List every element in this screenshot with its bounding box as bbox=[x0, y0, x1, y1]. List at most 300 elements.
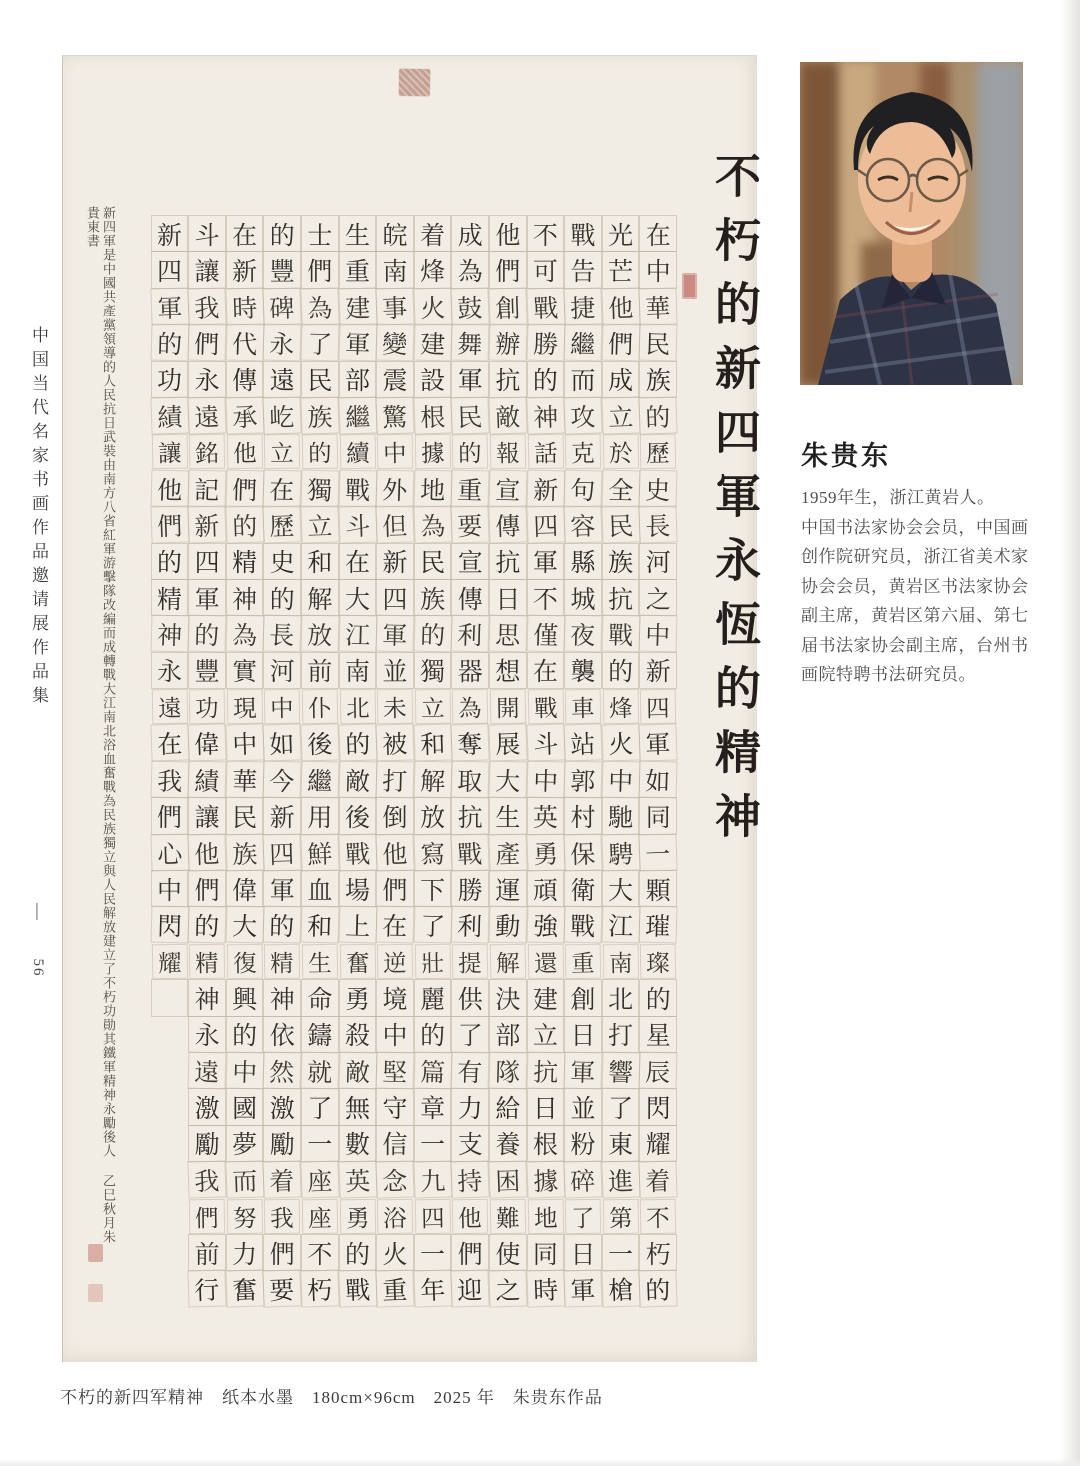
grid-cell: 火 bbox=[376, 1234, 414, 1271]
grid-cell: 事 bbox=[376, 287, 415, 326]
grid-cell: 勵 bbox=[263, 1125, 301, 1162]
grid-cell: 軍 bbox=[564, 1051, 603, 1089]
grid-cell: 夜 bbox=[564, 615, 603, 653]
grid-cell: 舞 bbox=[451, 324, 490, 362]
grid-cell: 歷 bbox=[640, 434, 676, 470]
grid-cell: 句 bbox=[564, 469, 603, 507]
grid-cell: 告 bbox=[564, 251, 602, 288]
grid-cell: 勇 bbox=[526, 833, 565, 872]
grid-cell: 奮 bbox=[339, 944, 375, 980]
grid-cell: 支 bbox=[451, 1125, 489, 1162]
grid-cell: 一 bbox=[414, 1125, 452, 1162]
grid-cell: 勵 bbox=[188, 1125, 226, 1162]
grid-cell: 們 bbox=[189, 1198, 225, 1234]
grid-cell: 江 bbox=[601, 906, 640, 944]
book-spine bbox=[26, 326, 51, 1106]
grid-cell: 下 bbox=[414, 870, 452, 907]
grid-cell: 繼 bbox=[564, 324, 603, 362]
grid-cell: 今 bbox=[263, 760, 302, 798]
grid-cell: 永 bbox=[188, 361, 226, 398]
grid-cell: 命 bbox=[301, 979, 339, 1016]
grid-cell: 璀 bbox=[639, 906, 678, 944]
grid-cell: 的 bbox=[225, 505, 264, 544]
grid-cell: 解 bbox=[301, 579, 339, 616]
grid-cell: 容 bbox=[564, 505, 603, 544]
grid-cell: 立 bbox=[300, 505, 339, 544]
grid-cell: 民 bbox=[451, 396, 490, 435]
grid-cell: 打 bbox=[602, 1016, 640, 1053]
grid-cell: 北 bbox=[602, 979, 640, 1016]
title-seal-stamp bbox=[682, 273, 697, 299]
grid-cell: 繼 bbox=[338, 396, 377, 435]
grid-cell: 抗 bbox=[526, 1051, 565, 1089]
grid-cell: 軍 bbox=[564, 1270, 603, 1309]
grid-cell: 城 bbox=[564, 579, 602, 616]
grid-cell: 讓 bbox=[188, 251, 226, 288]
grid-cell: 代 bbox=[225, 324, 264, 362]
grid-cell: 殺 bbox=[339, 1016, 377, 1053]
grid-cell: 然 bbox=[263, 1051, 302, 1089]
grid-cell: 興 bbox=[226, 979, 264, 1016]
grid-cell: 重 bbox=[565, 944, 601, 980]
grid-column bbox=[490, 216, 528, 1308]
grid-cell: 中 bbox=[151, 870, 189, 907]
grid-cell: 開 bbox=[490, 689, 526, 725]
grid-cell: 新 bbox=[188, 505, 227, 544]
grid-cell: 堅 bbox=[376, 1051, 415, 1089]
grid-cell: 取 bbox=[451, 760, 490, 798]
bio-line: 画院特聘书法研究员。 bbox=[801, 665, 976, 684]
grid-cell: 地 bbox=[527, 1198, 563, 1234]
grid-cell: 有 bbox=[451, 1051, 490, 1089]
grid-cell: 敵 bbox=[488, 396, 527, 435]
grid-cell: 華 bbox=[639, 287, 678, 326]
grid-cell: 為 bbox=[300, 287, 339, 326]
grid-cell: 四 bbox=[640, 689, 676, 725]
grid-cell: 馳 bbox=[602, 797, 640, 834]
grid-cell: 的 bbox=[413, 615, 452, 653]
grid-cell: 中 bbox=[639, 251, 677, 288]
grid-cell: 成 bbox=[602, 361, 640, 398]
grid-cell: 繼 bbox=[301, 760, 340, 798]
grid-cell: 重 bbox=[339, 251, 377, 288]
grid-cell: 辦 bbox=[489, 324, 528, 362]
grid-cell: 史 bbox=[263, 543, 301, 580]
grid-cell: 四 bbox=[415, 1198, 451, 1234]
grid-cell: 提 bbox=[452, 944, 488, 980]
grid-cell: 持 bbox=[451, 1161, 490, 1200]
grid-cell: 我 bbox=[150, 760, 189, 798]
grid-cell: 重 bbox=[376, 1270, 415, 1309]
grid-cell: 放 bbox=[414, 797, 452, 834]
grid-cell: 保 bbox=[564, 833, 603, 872]
page-edge-shadow-right bbox=[1060, 0, 1080, 1466]
grid-cell: 一 bbox=[301, 1125, 339, 1162]
grid-cell: 顆 bbox=[639, 870, 677, 907]
grid-cell: 精 bbox=[264, 944, 300, 980]
grid-cell: 實 bbox=[226, 652, 264, 689]
grid-column bbox=[415, 216, 453, 1308]
grid-cell: 如 bbox=[639, 760, 678, 798]
grid-cell: 可 bbox=[527, 251, 565, 288]
grid-cell: 無 bbox=[339, 1088, 377, 1125]
grid-cell: 軍 bbox=[639, 724, 678, 763]
grid-cell: 神 bbox=[188, 979, 226, 1016]
grid-cell: 東 bbox=[602, 1125, 640, 1162]
grid-cell: 成 bbox=[451, 215, 489, 252]
grid-cell: 中 bbox=[376, 1016, 414, 1053]
grid-cell: 郭 bbox=[564, 760, 603, 798]
grid-cell: 守 bbox=[376, 1088, 414, 1125]
grid-cell: 民 bbox=[601, 505, 640, 544]
grid-cell: 他 bbox=[489, 215, 527, 252]
grid-cell: 麗 bbox=[414, 979, 452, 1016]
grid-cell: 功 bbox=[189, 689, 225, 725]
grid-cell: 生 bbox=[489, 797, 527, 834]
grid-cell: 我 bbox=[188, 1161, 227, 1200]
grid-cell: 力 bbox=[226, 1234, 264, 1271]
calligraphy-grid bbox=[151, 216, 678, 1338]
grid-cell: 精 bbox=[151, 579, 189, 616]
grid-cell: 辰 bbox=[639, 1051, 678, 1089]
grid-cell: 難 bbox=[490, 1198, 526, 1234]
grid-cell: 鑄 bbox=[301, 1016, 339, 1053]
grid-cell: 偉 bbox=[188, 724, 227, 763]
grid-cell: 戰 bbox=[564, 215, 602, 252]
grid-cell: 中 bbox=[601, 760, 640, 798]
grid-cell: 鮮 bbox=[300, 833, 339, 872]
grid-cell: 的 bbox=[452, 434, 488, 470]
grid-cell: 北 bbox=[339, 689, 375, 725]
grid-cell: 用 bbox=[301, 797, 339, 834]
portrait-illustration bbox=[800, 62, 1023, 385]
grid-cell: 他 bbox=[452, 1198, 488, 1234]
grid-cell: 建 bbox=[413, 324, 452, 362]
grid-cell: 的 bbox=[339, 1234, 377, 1271]
grid-cell: 們 bbox=[451, 1234, 489, 1271]
grid-cell: 戰 bbox=[338, 833, 377, 872]
grid-cell: 在 bbox=[339, 543, 377, 580]
grid-cell: 大 bbox=[339, 579, 377, 616]
grid-cell: 新 bbox=[263, 797, 301, 834]
grid-cell: 運 bbox=[489, 870, 527, 907]
grid-cell: 軍 bbox=[527, 543, 565, 580]
grid-cell: 他 bbox=[188, 833, 227, 872]
grid-cell: 於 bbox=[603, 434, 639, 470]
grid-cell: 寫 bbox=[413, 833, 452, 872]
grid-cell: 報 bbox=[490, 434, 526, 470]
grid-column bbox=[227, 216, 265, 1308]
grid-cell: 傳 bbox=[451, 579, 489, 616]
grid-cell: 戰 bbox=[526, 287, 565, 326]
grid-cell: 四 bbox=[376, 579, 414, 616]
grid-cell: 的 bbox=[226, 1016, 264, 1053]
grid-column bbox=[377, 216, 415, 1308]
grid-cell: 隊 bbox=[489, 1051, 528, 1089]
grid-cell: 激 bbox=[263, 1088, 301, 1125]
grid-cell: 們 bbox=[188, 870, 226, 907]
grid-cell: 了 bbox=[413, 906, 452, 944]
grid-cell: 行 bbox=[188, 1270, 227, 1309]
grid-cell: 想 bbox=[489, 652, 527, 689]
grid-cell: 軍 bbox=[376, 615, 415, 653]
grid-cell: 上 bbox=[338, 906, 377, 944]
grid-cell: 遠 bbox=[188, 1051, 227, 1089]
grid-cell: 立 bbox=[601, 396, 640, 435]
grid-cell: 日 bbox=[489, 579, 527, 616]
grid-cell: 縣 bbox=[564, 543, 602, 580]
grid-cell: 宣 bbox=[489, 469, 528, 507]
grid-cell: 時 bbox=[526, 1270, 565, 1309]
grid-cell: 動 bbox=[489, 906, 528, 944]
grid-cell: 績 bbox=[188, 760, 227, 798]
inscription-colophon: 新四軍是中國共產黨領導的人民抗日武裝由南方八省紅軍游擊隊改編而成轉戰大江南北浴血奮戰為民族獨立與人民解放建立了不朽功勛其鐵軍精神永勵後人 乙巳秋月朱貴東書 bbox=[85, 206, 116, 1244]
grid-cell: 四 bbox=[263, 833, 302, 872]
grid-cell: 烽 bbox=[603, 689, 639, 725]
grid-cell: 立 bbox=[264, 434, 300, 470]
grid-cell: 勇 bbox=[339, 979, 377, 1016]
grid-cell: 襲 bbox=[564, 652, 602, 689]
grid-cell: 敵 bbox=[338, 760, 377, 798]
grid-cell: 僅 bbox=[526, 615, 565, 653]
grid-cell: 他 bbox=[227, 434, 263, 470]
grid-cell: 碑 bbox=[263, 287, 302, 326]
grid-cell: 境 bbox=[376, 979, 414, 1016]
grid-cell: 努 bbox=[227, 1198, 263, 1234]
grid-cell: 大 bbox=[489, 760, 528, 798]
grid-cell: 座 bbox=[302, 1198, 338, 1234]
grid-cell: 豐 bbox=[188, 652, 226, 689]
grid-cell: 思 bbox=[489, 615, 528, 653]
grid-cell: 年 bbox=[413, 1270, 452, 1309]
grid-cell: 時 bbox=[225, 287, 264, 326]
grid-cell: 為 bbox=[413, 505, 452, 544]
grid-cell: 的 bbox=[302, 434, 338, 470]
grid-cell: 一 bbox=[639, 833, 678, 872]
artwork-title-vertical: 不朽的新四軍永恆的精神 bbox=[709, 152, 760, 856]
grid-cell: 績 bbox=[150, 396, 189, 435]
grid-cell: 地 bbox=[413, 469, 452, 507]
grid-cell: 一 bbox=[602, 1234, 640, 1271]
grid-cell: 遠 bbox=[152, 689, 188, 725]
grid-cell: 讓 bbox=[188, 797, 226, 834]
grid-cell: 他 bbox=[376, 833, 415, 872]
grid-cell: 屹 bbox=[263, 396, 302, 435]
grid-cell: 烽 bbox=[414, 251, 452, 288]
grid-cell: 星 bbox=[639, 1016, 677, 1053]
grid-cell: 神 bbox=[150, 615, 189, 653]
grid-column bbox=[528, 216, 566, 1308]
grid-cell: 在 bbox=[226, 215, 264, 252]
grid-cell: 第 bbox=[603, 1198, 639, 1234]
grid-cell: 南 bbox=[339, 652, 377, 689]
grid-cell: 們 bbox=[151, 797, 189, 834]
grid-cell: 日 bbox=[564, 1016, 602, 1053]
grid-cell: 話 bbox=[527, 434, 563, 470]
grid-cell: 的 bbox=[639, 1270, 678, 1309]
grid-cell: 攻 bbox=[564, 396, 603, 435]
grid-cell: 的 bbox=[188, 906, 227, 944]
grid-cell: 為 bbox=[452, 689, 488, 725]
grid-cell: 的 bbox=[414, 1016, 452, 1053]
grid-cell: 展 bbox=[488, 724, 527, 763]
grid-cell: 耀 bbox=[152, 944, 188, 980]
grid-cell: 粉 bbox=[564, 1125, 602, 1162]
grid-cell: 在 bbox=[263, 469, 302, 507]
grid-cell: 族 bbox=[225, 833, 264, 872]
grid-cell: 勇 bbox=[339, 1198, 375, 1234]
artwork-photo bbox=[62, 55, 760, 1362]
grid-cell: 不 bbox=[640, 1198, 676, 1234]
grid-cell: 創 bbox=[488, 287, 527, 326]
grid-cell: 斗 bbox=[526, 724, 565, 763]
grid-cell: 民 bbox=[414, 543, 452, 580]
grid-cell: 讓 bbox=[152, 434, 188, 470]
grid-cell: 記 bbox=[188, 469, 227, 507]
grid-cell: 心 bbox=[150, 833, 189, 872]
grid-cell: 功 bbox=[151, 361, 189, 398]
grid-cell: 們 bbox=[489, 251, 527, 288]
grid-cell: 進 bbox=[601, 1161, 640, 1200]
grid-cell: 戰 bbox=[601, 615, 640, 653]
grid-cell: 建 bbox=[338, 287, 377, 326]
grid-cell: 壯 bbox=[415, 944, 451, 980]
page-edge-shadow-bottom bbox=[0, 1458, 1080, 1466]
grid-cell: 新 bbox=[226, 251, 264, 288]
grid-cell: 產 bbox=[488, 833, 527, 872]
grid-cell: 大 bbox=[225, 906, 264, 944]
grid-cell: 抗 bbox=[489, 543, 527, 580]
grid-cell: 同 bbox=[639, 797, 677, 834]
grid-cell: 重 bbox=[451, 469, 490, 507]
spine-title: 中国当代名家书画作品邀请展作品集 bbox=[29, 326, 48, 710]
grid-cell: 獨 bbox=[414, 652, 452, 689]
grid-cell: 四 bbox=[526, 505, 565, 544]
grid-cell: 響 bbox=[601, 1051, 640, 1089]
grid-cell: 們 bbox=[150, 505, 189, 544]
grid-cell: 激 bbox=[188, 1088, 226, 1125]
grid-cell: 銘 bbox=[189, 434, 225, 470]
grid-cell: 血 bbox=[301, 870, 339, 907]
grid-cell: 士 bbox=[301, 215, 339, 252]
grid-cell: 和 bbox=[413, 724, 452, 763]
artist-bio bbox=[801, 483, 1063, 690]
grid-cell: 震 bbox=[376, 361, 414, 398]
grid-cell: 日 bbox=[527, 1088, 565, 1125]
bio-line: 1959年生，浙江黄岩人。 bbox=[801, 488, 995, 507]
grid-cell: 的 bbox=[639, 396, 678, 435]
grid-cell: 並 bbox=[376, 652, 414, 689]
grid-cell: 大 bbox=[602, 870, 640, 907]
grid-cell: 們 bbox=[376, 870, 414, 907]
grid-cell: 據 bbox=[526, 1161, 565, 1200]
grid-cell: 不 bbox=[301, 1234, 339, 1271]
grid-cell: 在 bbox=[376, 906, 415, 944]
grid-cell: 傳 bbox=[226, 361, 264, 398]
grid-cell: 部 bbox=[489, 1016, 527, 1053]
grid-cell: 現 bbox=[227, 689, 263, 725]
grid-cell: 但 bbox=[376, 505, 415, 544]
grid-cell: 續 bbox=[339, 434, 375, 470]
artist-portrait-photo bbox=[800, 62, 1023, 385]
grid-cell: 依 bbox=[263, 1016, 301, 1053]
grid-cell: 精 bbox=[189, 944, 225, 980]
grid-cell: 的 bbox=[527, 361, 565, 398]
grid-cell: 的 bbox=[602, 652, 640, 689]
grid-cell: 不 bbox=[527, 579, 565, 616]
grid-cell: 車 bbox=[565, 689, 601, 725]
grid-cell: 困 bbox=[488, 1161, 527, 1200]
grid-cell: 們 bbox=[225, 469, 264, 507]
grid-cell: 奪 bbox=[451, 724, 490, 763]
grid-cell: 立 bbox=[415, 689, 451, 725]
grid-cell: 打 bbox=[376, 760, 415, 798]
grid-cell: 前 bbox=[301, 652, 339, 689]
grid-cell: 閃 bbox=[150, 906, 189, 944]
grid-cell: 華 bbox=[225, 760, 264, 798]
spine-dash: — bbox=[29, 903, 48, 928]
grid-cell: 前 bbox=[188, 1234, 226, 1271]
grid-cell: 英 bbox=[338, 1161, 377, 1200]
grid-cell: 斗 bbox=[338, 505, 377, 544]
grid-cell: 決 bbox=[489, 979, 527, 1016]
grid-cell: 新 bbox=[376, 543, 414, 580]
grid-cell: 永 bbox=[151, 652, 189, 689]
grid-cell: 浴 bbox=[377, 1198, 413, 1234]
grid-cell: 族 bbox=[602, 543, 640, 580]
grid-cell: 民 bbox=[226, 797, 264, 834]
grid-cell: 的 bbox=[639, 979, 677, 1016]
grid-cell: 長 bbox=[639, 505, 678, 544]
grid-cell: 場 bbox=[339, 870, 377, 907]
grid-cell: 抗 bbox=[451, 797, 489, 834]
grid-cell: 的 bbox=[263, 579, 301, 616]
grid-column bbox=[152, 216, 190, 1017]
grid-column bbox=[264, 216, 302, 1308]
grid-cell: 族 bbox=[300, 396, 339, 435]
grid-cell: 南 bbox=[376, 251, 414, 288]
grid-cell: 豐 bbox=[263, 251, 301, 288]
grid-cell: 外 bbox=[376, 469, 415, 507]
grid-cell bbox=[151, 979, 189, 1016]
grid-cell: 篇 bbox=[413, 1051, 452, 1089]
bio-line: 协会会员，黄岩区书法家协会 bbox=[801, 576, 1029, 596]
grid-cell: 中 bbox=[264, 689, 300, 725]
grid-cell: 永 bbox=[188, 1016, 226, 1053]
grid-cell: 戰 bbox=[338, 1270, 377, 1309]
grid-cell: 利 bbox=[451, 615, 490, 653]
grid-cell: 頑 bbox=[527, 870, 565, 907]
grid-cell: 創 bbox=[564, 979, 602, 1016]
grid-cell: 他 bbox=[150, 469, 189, 507]
grid-cell: 全 bbox=[601, 469, 640, 507]
grid-cell: 河 bbox=[263, 652, 301, 689]
grid-cell: 永 bbox=[263, 324, 302, 362]
grid-cell: 根 bbox=[527, 1125, 565, 1162]
grid-cell: 的 bbox=[150, 324, 189, 362]
grid-cell: 而 bbox=[564, 361, 602, 398]
grid-cell: 璨 bbox=[640, 944, 676, 980]
grid-column bbox=[452, 216, 490, 1308]
signature-seal-2 bbox=[88, 1284, 103, 1302]
signature-seal-1 bbox=[88, 1244, 103, 1262]
grid-cell: 未 bbox=[377, 689, 413, 725]
grid-cell: 器 bbox=[451, 652, 489, 689]
grid-cell: 要 bbox=[451, 505, 490, 544]
grid-cell: 奮 bbox=[225, 1270, 264, 1309]
grid-cell: 並 bbox=[564, 1088, 602, 1125]
grid-cell: 的 bbox=[151, 543, 189, 580]
